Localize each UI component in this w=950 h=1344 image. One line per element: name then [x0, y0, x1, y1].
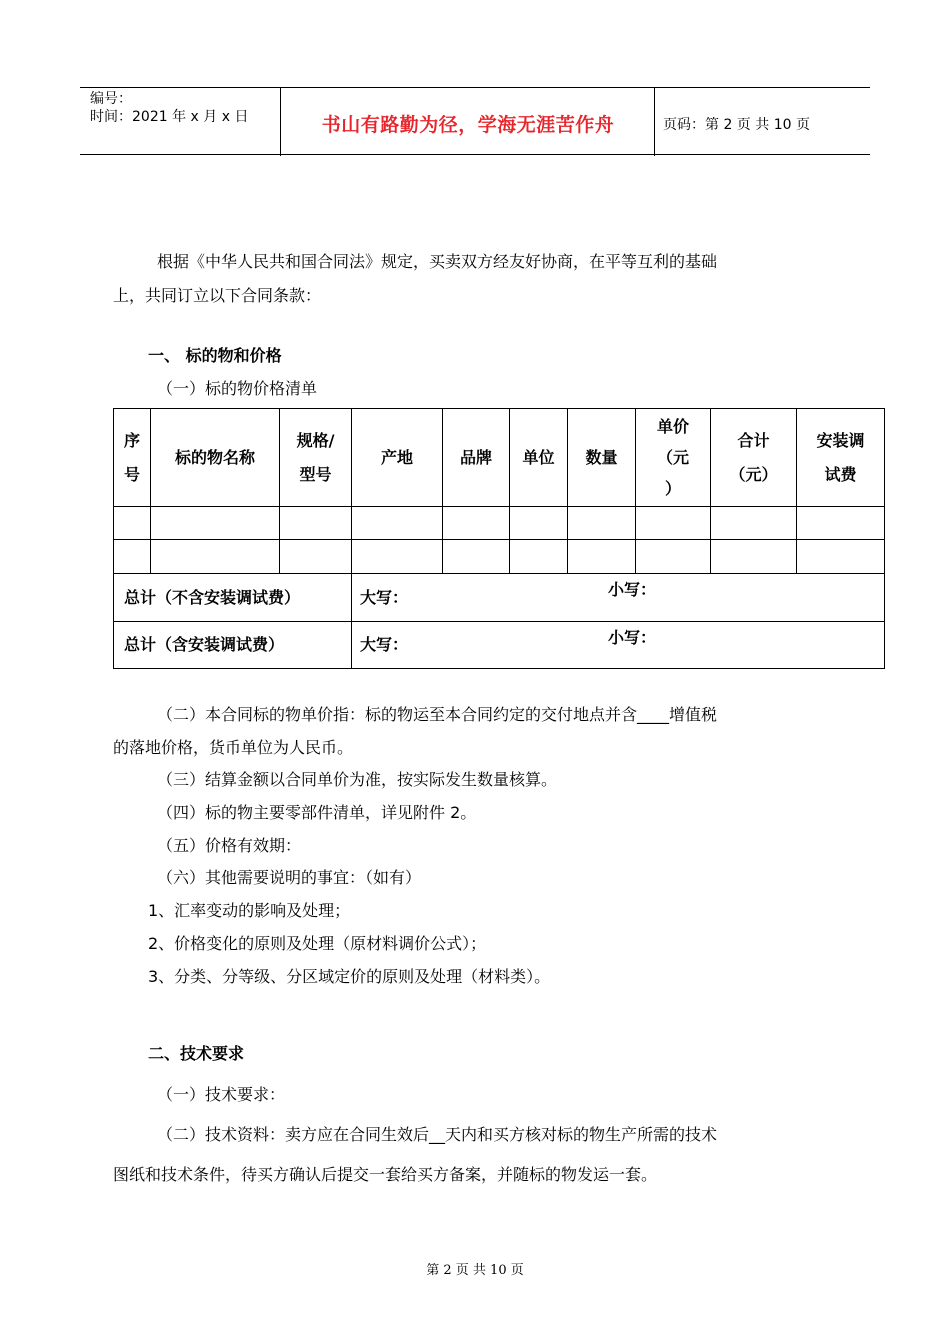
- table-cell: [114, 507, 151, 540]
- table-cell: [443, 507, 510, 540]
- header-motto-cell: [281, 88, 655, 156]
- table-cell: [636, 507, 711, 540]
- section-2-clause-2-line-1: （二）技术资料：卖方应在合同生效后__天内和买方核对标的物生产所需的技术: [157, 1125, 718, 1144]
- col-header-install: [797, 409, 885, 507]
- clause-6-item-2: 2、价格变化的原则及处理（原材料调价公式）；: [148, 934, 487, 953]
- table-row: [114, 507, 885, 540]
- header-page-cell: [655, 88, 870, 156]
- section-1-subtitle: （一）标的物价格清单: [157, 379, 318, 398]
- table-cell: [151, 540, 280, 574]
- summary-upper-label: 大写：: [360, 635, 409, 654]
- table-cell: [443, 540, 510, 574]
- table-cell: [114, 540, 151, 574]
- summary-value-cell: [352, 574, 885, 622]
- clause-6-item-3: 3、分类、分等级、分区域定价的原则及处理（材料类）。: [148, 967, 551, 986]
- col-header-price-line: 单价: [656, 417, 689, 436]
- col-header-total: [711, 409, 797, 507]
- summary-row-excl-install: [114, 574, 885, 622]
- col-header-seq-line: 序: [123, 430, 140, 450]
- summary-value-cell: [352, 622, 885, 669]
- summary-lower-label: 小写：: [608, 628, 657, 647]
- col-header-install-line: 安装调: [816, 430, 865, 450]
- section-1-title: 一、 标的物和价格: [148, 346, 282, 365]
- col-header-spec-line: 型号: [299, 464, 332, 484]
- section-2-clause-1: （一）技术要求：: [157, 1085, 286, 1104]
- header-meta-cell: [80, 88, 281, 156]
- table-row: [114, 540, 885, 574]
- clause-6-item-1: 1、汇率变动的影响及处理；: [148, 901, 351, 920]
- clause-2-line-1: （二）本合同标的物单价指：标的物运至本合同约定的交付地点并含____增值税: [157, 705, 718, 724]
- document-header: [80, 87, 870, 155]
- col-header-price: [636, 409, 711, 507]
- table-cell: [352, 507, 443, 540]
- col-header-spec-line: 规格/: [296, 430, 335, 450]
- table-cell: [636, 540, 711, 574]
- intro-line-2: 上，共同订立以下合同条款：: [113, 286, 322, 305]
- section-2-title: 二、技术要求: [148, 1044, 245, 1063]
- table-cell: [151, 507, 280, 540]
- price-list-table: [113, 408, 885, 669]
- col-header-total-line: （元）: [729, 464, 778, 484]
- document-date-label: 时间：2021 年 x 月 x 日: [90, 109, 249, 125]
- col-header-origin: 产地: [352, 409, 443, 507]
- clause-6: （六）其他需要说明的事宜：（如有）: [157, 868, 422, 887]
- summary-upper-label: 大写：: [360, 587, 409, 607]
- summary-label: 总计（不含安装调试费）: [114, 574, 352, 622]
- document-number-label: 编号：: [90, 91, 132, 107]
- col-header-qty: 数量: [568, 409, 636, 507]
- summary-label: 总计（含安装调试费）: [114, 622, 352, 669]
- clause-5: （五）价格有效期：: [157, 836, 302, 855]
- col-header-price-line: （元: [656, 448, 689, 467]
- col-header-install-line: 试费: [824, 464, 857, 484]
- table-cell: [352, 540, 443, 574]
- section-2-clause-2-line-2: 图纸和技术条件，待买方确认后提交一套给买方备案，并随标的物发运一套。: [113, 1165, 658, 1184]
- page-footer: 第 2 页 共 10 页: [426, 1263, 524, 1278]
- col-header-brand: 品牌: [443, 409, 510, 507]
- table-cell: [711, 540, 797, 574]
- table-cell: [568, 507, 636, 540]
- summary-row-incl-install: [114, 622, 885, 669]
- table-cell: [280, 540, 352, 574]
- header-page-info: 页码：第 2 页 共 10 页: [663, 117, 810, 133]
- clause-3: （三）结算金额以合同单价为准，按实际发生数量核算。: [157, 770, 558, 789]
- table-header-row: [114, 409, 885, 507]
- col-header-seq-line: 号: [123, 464, 140, 484]
- col-header-price-line: ）: [664, 479, 681, 498]
- summary-lower-label: 小写：: [608, 580, 657, 599]
- table-cell: [711, 507, 797, 540]
- col-header-name: 标的物名称: [151, 409, 280, 507]
- col-header-spec: [280, 409, 352, 507]
- table-cell: [510, 540, 568, 574]
- col-header-total-line: 合计: [737, 430, 770, 450]
- table-cell: [280, 507, 352, 540]
- table-cell: [797, 540, 885, 574]
- col-header-unit: 单位: [510, 409, 568, 507]
- intro-line-1: 根据《中华人民共和国合同法》规定，买卖双方经友好协商，在平等互利的基础: [157, 252, 718, 271]
- col-header-seq: [114, 409, 151, 507]
- clause-2-line-2: 的落地价格，货币单位为人民币。: [113, 738, 354, 757]
- header-motto: 书山有路勤为径，学海无涯苦作舟: [321, 114, 615, 136]
- table-cell: [797, 507, 885, 540]
- clause-4: （四）标的物主要零部件清单，详见附件 2。: [157, 803, 477, 822]
- table-cell: [510, 507, 568, 540]
- table-cell: [568, 540, 636, 574]
